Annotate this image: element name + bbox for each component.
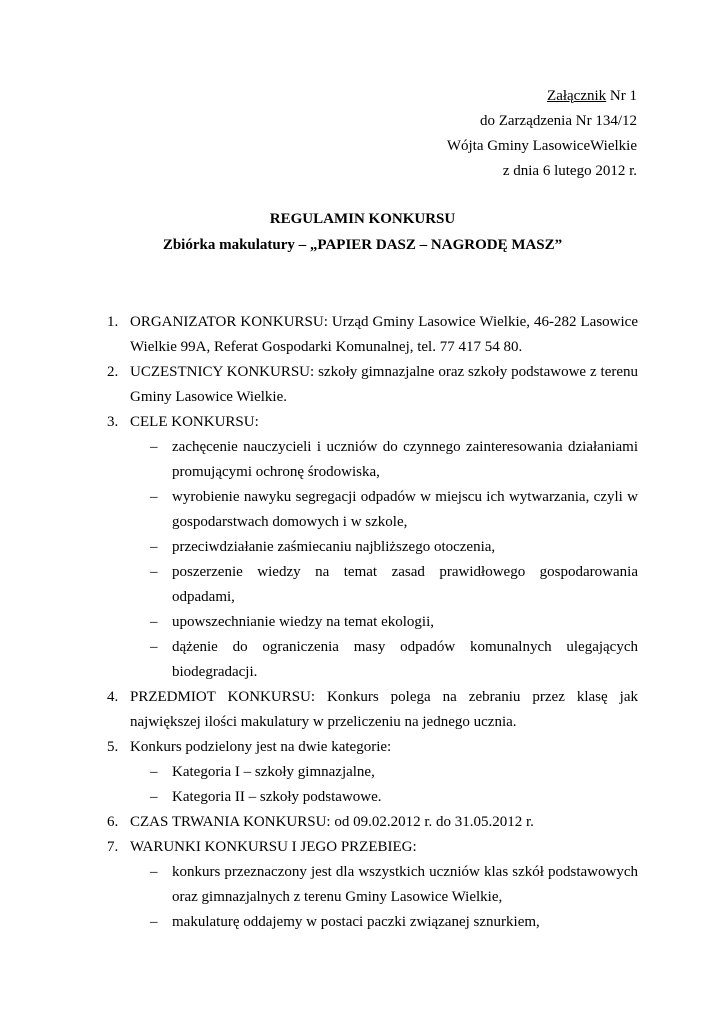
bullet-text: poszerzenie wiedzy na temat zasad prawidłowego gospodarowania odpadami,	[172, 564, 638, 605]
attachment-header	[447, 84, 637, 184]
dash-bullet: –	[150, 439, 158, 455]
document-titles	[0, 207, 725, 259]
list-item	[107, 310, 638, 360]
item-text: CZAS TRWANIA KONKURSU: od 09.02.2012 r. do 31.05.2012 r.	[130, 814, 534, 830]
list-item	[107, 685, 638, 735]
dash-bullet: –	[150, 789, 158, 805]
attachment-label: Załącznik	[547, 88, 607, 104]
item-text: CELE KONKURSU:	[130, 414, 259, 430]
bullet-text: zachęcenie nauczycieli i uczniów do czynnego zainteresowania działaniami promującymi ochronę środowiska,	[172, 439, 638, 480]
regulations-list	[107, 310, 638, 935]
item-number: 6.	[107, 814, 119, 830]
attachment-line-1	[447, 84, 637, 109]
bullet-item	[107, 560, 638, 610]
bullet-text: przeciwdziałanie zaśmiecaniu najbliższego otoczenia,	[172, 539, 496, 555]
dash-bullet: –	[150, 614, 158, 630]
document-subtitle: Zbiórka makulatury – „PAPIER DASZ – NAGRODĘ MASZ”	[162, 237, 563, 253]
bullet-item	[107, 760, 638, 785]
bullet-text: upowszechnianie wiedzy na temat ekologii,	[172, 614, 434, 630]
item-number: 7.	[107, 839, 119, 855]
bullet-text: Kategoria I – szkoły gimnazjalne,	[172, 764, 375, 780]
item-number: 3.	[107, 414, 119, 430]
bullet-text: makulaturę oddajemy w postaci paczki związanej sznurkiem,	[172, 914, 540, 930]
dash-bullet: –	[150, 864, 158, 880]
item-text: PRZEDMIOT KONKURSU: Konkurs polega na zebraniu przez klasę jak największej ilości makulatury w przeliczeniu na jednego ucznia.	[130, 689, 638, 730]
item-number: 4.	[107, 689, 119, 705]
item-text: Konkurs podzielony jest na dwie kategorie:	[130, 739, 392, 755]
bullet-item	[107, 535, 638, 560]
list-item	[107, 360, 638, 410]
bullet-item	[107, 610, 638, 635]
list-item	[107, 410, 638, 435]
dash-bullet: –	[150, 914, 158, 930]
bullet-item	[107, 860, 638, 910]
dash-bullet: –	[150, 564, 158, 580]
list-item	[107, 835, 638, 860]
item-number: 1.	[107, 314, 119, 330]
attachment-number: Nr 1	[606, 88, 637, 104]
dash-bullet: –	[150, 489, 158, 505]
dash-bullet: –	[150, 639, 158, 655]
list-item	[107, 735, 638, 760]
attachment-line-2: do Zarządzenia Nr 134/12	[479, 113, 637, 129]
attachment-line-4: z dnia 6 lutego 2012 r.	[502, 163, 637, 179]
item-number: 5.	[107, 739, 119, 755]
attachment-line-3: Wójta Gminy LasowiceWielkie	[446, 138, 637, 154]
document-title: REGULAMIN KONKURSU	[269, 211, 456, 227]
bullet-text: wyrobienie nawyku segregacji odpadów w miejscu ich wytwarzania, czyli w gospodarstwach domowych i w szkole,	[172, 489, 638, 530]
dash-bullet: –	[150, 764, 158, 780]
bullet-item	[107, 485, 638, 535]
item-text: UCZESTNICY KONKURSU: szkoły gimnazjalne oraz szkoły podstawowe z terenu Gminy Lasowice Wielkie.	[130, 364, 638, 405]
bullet-item	[107, 785, 638, 810]
bullet-text: Kategoria II – szkoły podstawowe.	[172, 789, 382, 805]
bullet-item	[107, 635, 638, 685]
bullet-item	[107, 435, 638, 485]
bullet-text: konkurs przeznaczony jest dla wszystkich uczniów klas szkół podstawowych oraz gimnazjalnych z terenu Gminy Lasowice Wielkie,	[172, 864, 638, 905]
bullet-item	[107, 910, 638, 935]
list-item	[107, 810, 638, 835]
bullet-text: dążenie do ograniczenia masy odpadów komunalnych ulegających biodegradacji.	[172, 639, 638, 680]
dash-bullet: –	[150, 539, 158, 555]
item-text: WARUNKI KONKURSU I JEGO PRZEBIEG:	[130, 839, 417, 855]
item-text: ORGANIZATOR KONKURSU: Urząd Gminy Lasowice Wielkie, 46-282 Lasowice Wielkie 99A, Referat Gospodarki Komunalnej, tel. 77 417 54 80.	[130, 314, 638, 355]
item-number: 2.	[107, 364, 119, 380]
